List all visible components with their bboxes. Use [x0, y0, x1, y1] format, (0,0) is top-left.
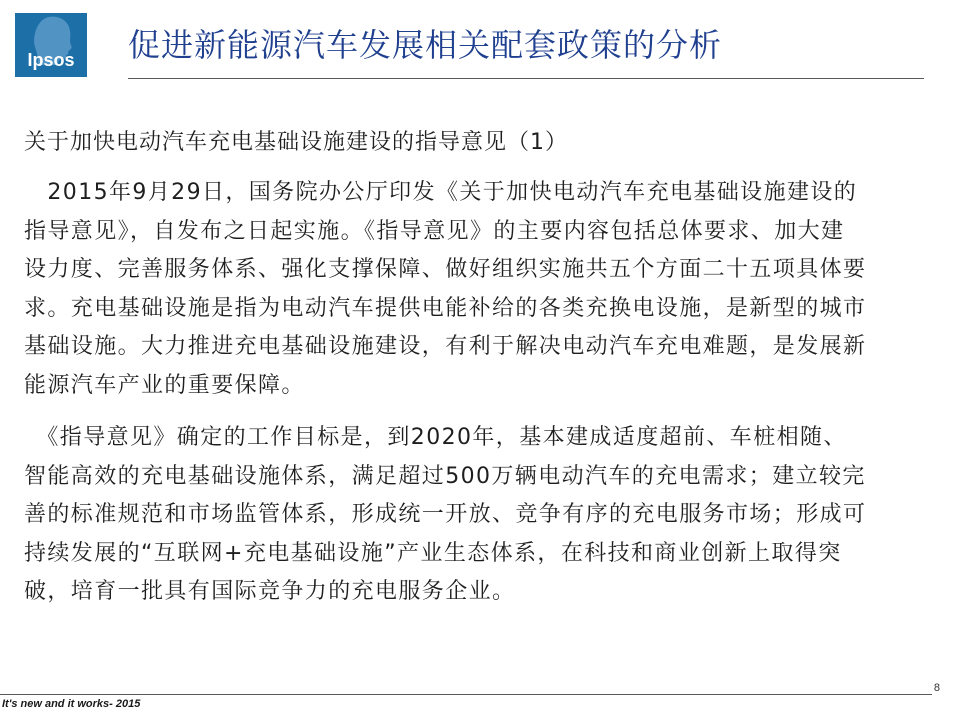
paragraph-line: 持续发展的“互联网+充电基础设施”产业生态体系，在科技和商业创新上取得突: [24, 540, 842, 566]
section-heading: 关于加快电动汽车充电基础设施建设的指导意见（1）: [24, 130, 568, 155]
paragraph-line: 设力度、完善服务体系、强化支撑保障、做好组织实施共五个方面二十五项具体要: [24, 257, 867, 282]
page-number: 8: [933, 682, 940, 694]
paragraph-line: 善的标准规范和市场监管体系，形成统一开放、竞争有序的充电服务市场；形成可: [24, 502, 867, 527]
paragraph-line: 破，培育一批具有国际竞争力的充电服务企业。: [24, 579, 516, 604]
paragraph-line: 能源汽车产业的重要保障。: [24, 372, 305, 398]
paragraph-line: 2015年9月29日，国务院办公厅印发《关于加快电动汽车充电基础设施建设的: [24, 180, 858, 205]
page-title: 促进新能源汽车发展相关配套政策的分析: [128, 26, 723, 64]
logo-wordmark: Ipsos: [27, 50, 75, 70]
paragraph-line: 智能高效的充电基础设施体系，满足超过500万辆电动汽车的充电需求；建立较完: [24, 463, 866, 489]
paragraph-line: 指导意见》，自发布之日起实施。《指导意见》的主要内容包括总体要求、加大建: [24, 218, 845, 244]
paragraph-line: 《指导意见》确定的工作目标是，到2020年，基本建成适度超前、车桩相随、: [24, 425, 847, 450]
paragraph-line: 基础设施。大力推进充电基础设施建设，有利于解决电动汽车充电难题，是发展新: [24, 334, 867, 359]
title-divider: [128, 78, 924, 79]
paragraph-line: 求。充电基础设施是指为电动汽车提供电能补给的各类充换电设施，是新型的城市: [24, 295, 867, 321]
paragraph-1: [24, 174, 936, 405]
paragraph-2: [24, 419, 936, 612]
slide-content: [24, 126, 936, 612]
footer-tagline: It's new and it works- 2015: [2, 698, 141, 710]
footer-divider: [0, 694, 932, 695]
ipsos-logo: [15, 13, 87, 77]
